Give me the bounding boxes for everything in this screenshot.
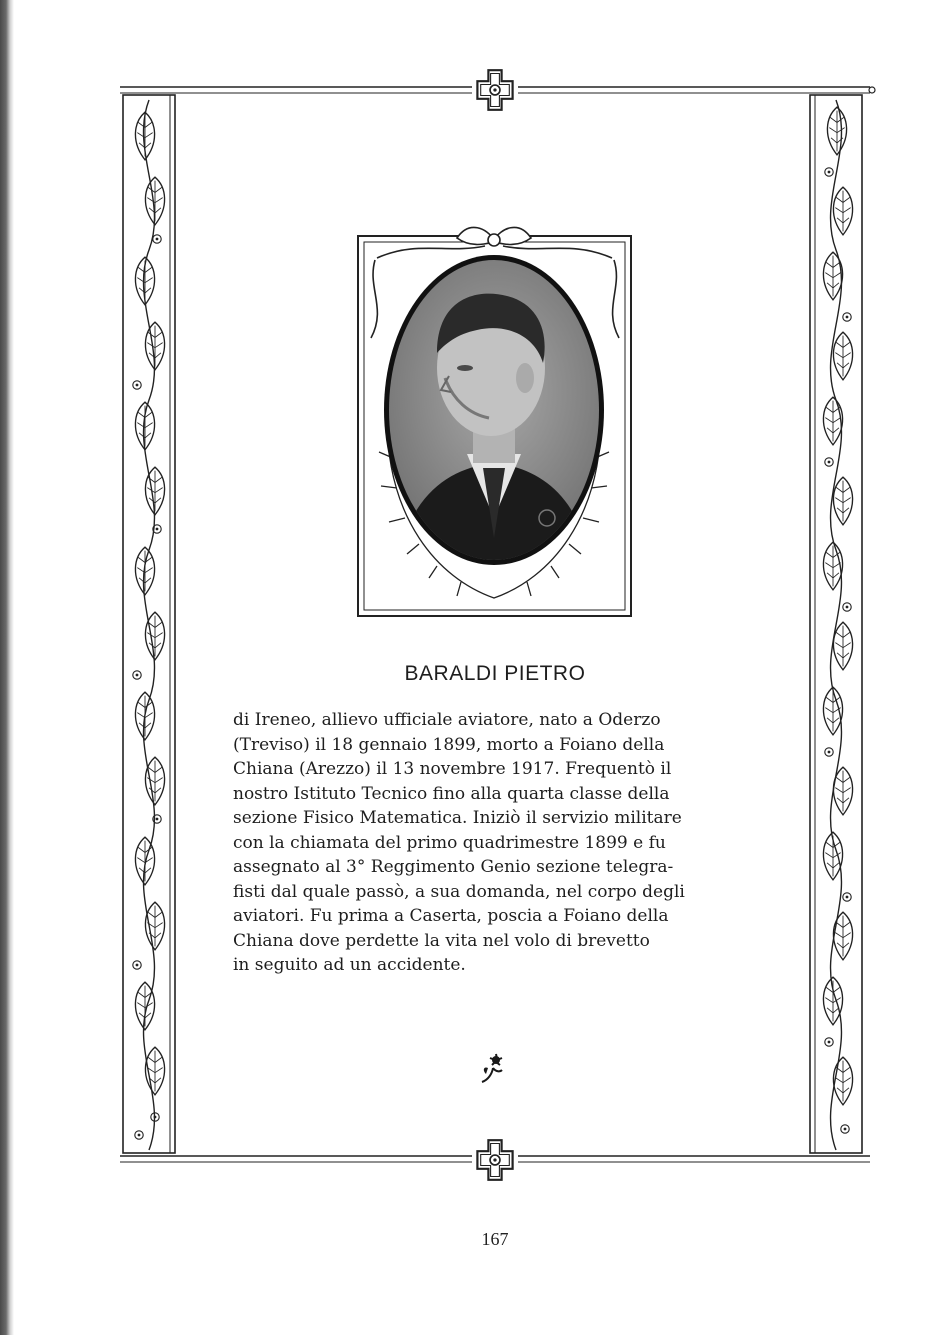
biography-heading: BARALDI PIETRO [404, 662, 586, 685]
flower-fleuron-icon [478, 1052, 508, 1086]
page-number: 167 [481, 1229, 509, 1249]
bio-line: Chiana (Arezzo) il 13 novembre 1917. Frequentò il [233, 759, 672, 779]
portrait-photo [357, 218, 632, 618]
bio-line: aviatori. Fu prima a Caserta, poscia a Foiano della [233, 906, 669, 926]
bio-line: assegnato al 3° Reggimento Genio sezione telegra- [233, 857, 674, 877]
biography-text [233, 708, 756, 978]
bio-line: di Ireneo, allievo ufficiale aviatore, nato a Oderzo [233, 710, 661, 730]
top-cross-ornament [477, 70, 512, 110]
bio-line: nostro Istituto Tecnico fino alla quarta classe della [233, 783, 670, 804]
bio-line: sezione Fisico Matematica. Iniziò il servizio militare [233, 808, 682, 828]
bio-line: in seguito ad un accidente. [233, 955, 466, 975]
right-vine-column [810, 95, 862, 1153]
bio-line: fisti dal quale passò, a sua domanda, nel corpo degli [233, 881, 685, 902]
right-leaves [823, 107, 852, 1133]
bio-line: (Treviso) il 18 gennaio 1899, morto a Foiano della [233, 734, 665, 755]
bio-line: con la chiamata del primo quadrimestre 1899 e fu [233, 832, 666, 853]
bottom-cross-ornament [477, 1140, 512, 1180]
bio-line: Chiana dove perdette la vita nel volo di brevetto [233, 930, 650, 951]
